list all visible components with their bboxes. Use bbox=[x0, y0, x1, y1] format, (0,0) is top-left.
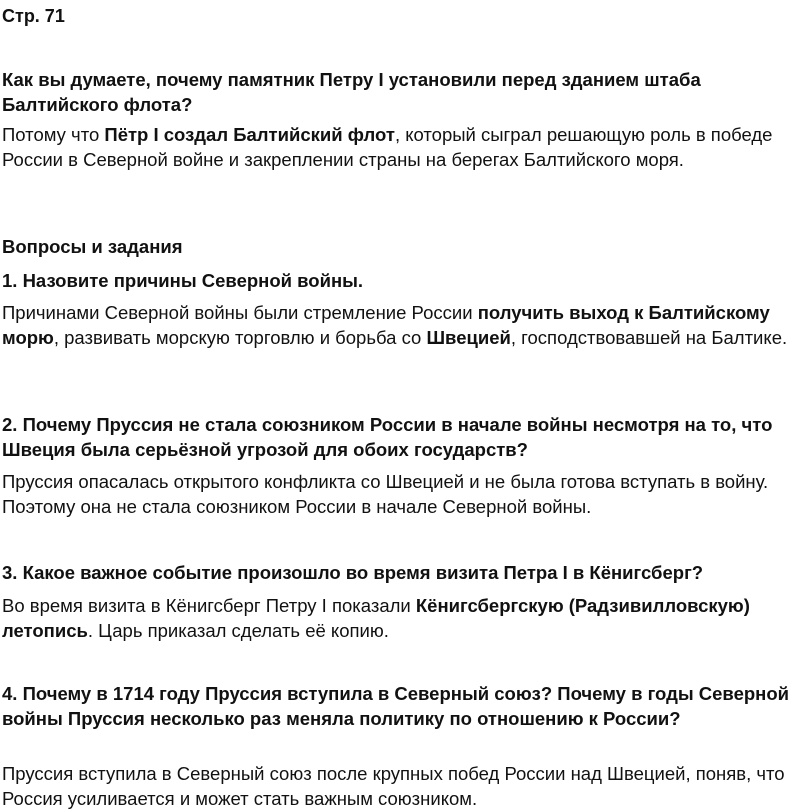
section-heading: Вопросы и задания bbox=[2, 236, 183, 257]
intro-answer-text-2: , который сыграл решающую роль в победе России в Северной войне и закреплении страны на берегах Балтийского моря. bbox=[2, 124, 773, 170]
q1-question: 1. Назовите причины Северной войны. bbox=[2, 270, 364, 291]
q4-question: 4. Почему в 1714 году Пруссия вступила в Северный союз? Почему в годы Северной войны Пруссия несколько раз меняла политику по отношению к России? bbox=[2, 683, 789, 729]
q3-answer-bold-1: Кёнигсбергскую (Радзивилловскую) летопись bbox=[2, 595, 750, 641]
q4-answer: Пруссия вступила в Северный союз после крупных побед России над Швецией, поняв, что Россия усиливается и может стать важным союзником. bbox=[2, 763, 785, 809]
q3-answer-text-1: Во время визита в Кёнигсберг Петру I показали bbox=[2, 595, 416, 616]
q3-answer-text-2: . Царь приказал сделать её копию. bbox=[87, 620, 389, 641]
q3-question: 3. Какое важное событие произошло во время визита Петра I в Кёнигсберг? bbox=[2, 562, 704, 583]
page-number: Стр. 71 bbox=[2, 6, 65, 26]
q1-answer-text-2: , развивать морскую торговлю и борьба со bbox=[53, 327, 427, 348]
q1-answer-text-1: Причинами Северной войны были стремление России bbox=[2, 302, 478, 323]
q1-answer-bold-1: получить выход к Балтийскому морю bbox=[2, 302, 770, 348]
q1-answer bbox=[2, 300, 796, 350]
q1-answer-text-3: , господствовавшей на Балтике. bbox=[510, 327, 788, 348]
q3-answer bbox=[2, 593, 796, 643]
intro-answer-text-1: Потому что bbox=[2, 124, 105, 145]
q1-answer-bold-2: Швецией bbox=[426, 327, 511, 348]
q2-answer: Пруссия опасалась открытого конфликта со Швецией и не была готова вступать в войну. Поэтому она не стала союзником России в начале Северной войны. bbox=[2, 471, 769, 517]
intro-question: Как вы думаете, почему памятник Петру I установили перед зданием штаба Балтийского флота? bbox=[2, 69, 701, 115]
intro-answer-bold-1: Пётр I создал Балтийский флот bbox=[104, 124, 395, 145]
q2-question: 2. Почему Пруссия не стала союзником России в начале войны несмотря на то, что Швеция была серьёзной угрозой для обоих государств? bbox=[2, 414, 773, 460]
intro-answer bbox=[2, 122, 796, 172]
